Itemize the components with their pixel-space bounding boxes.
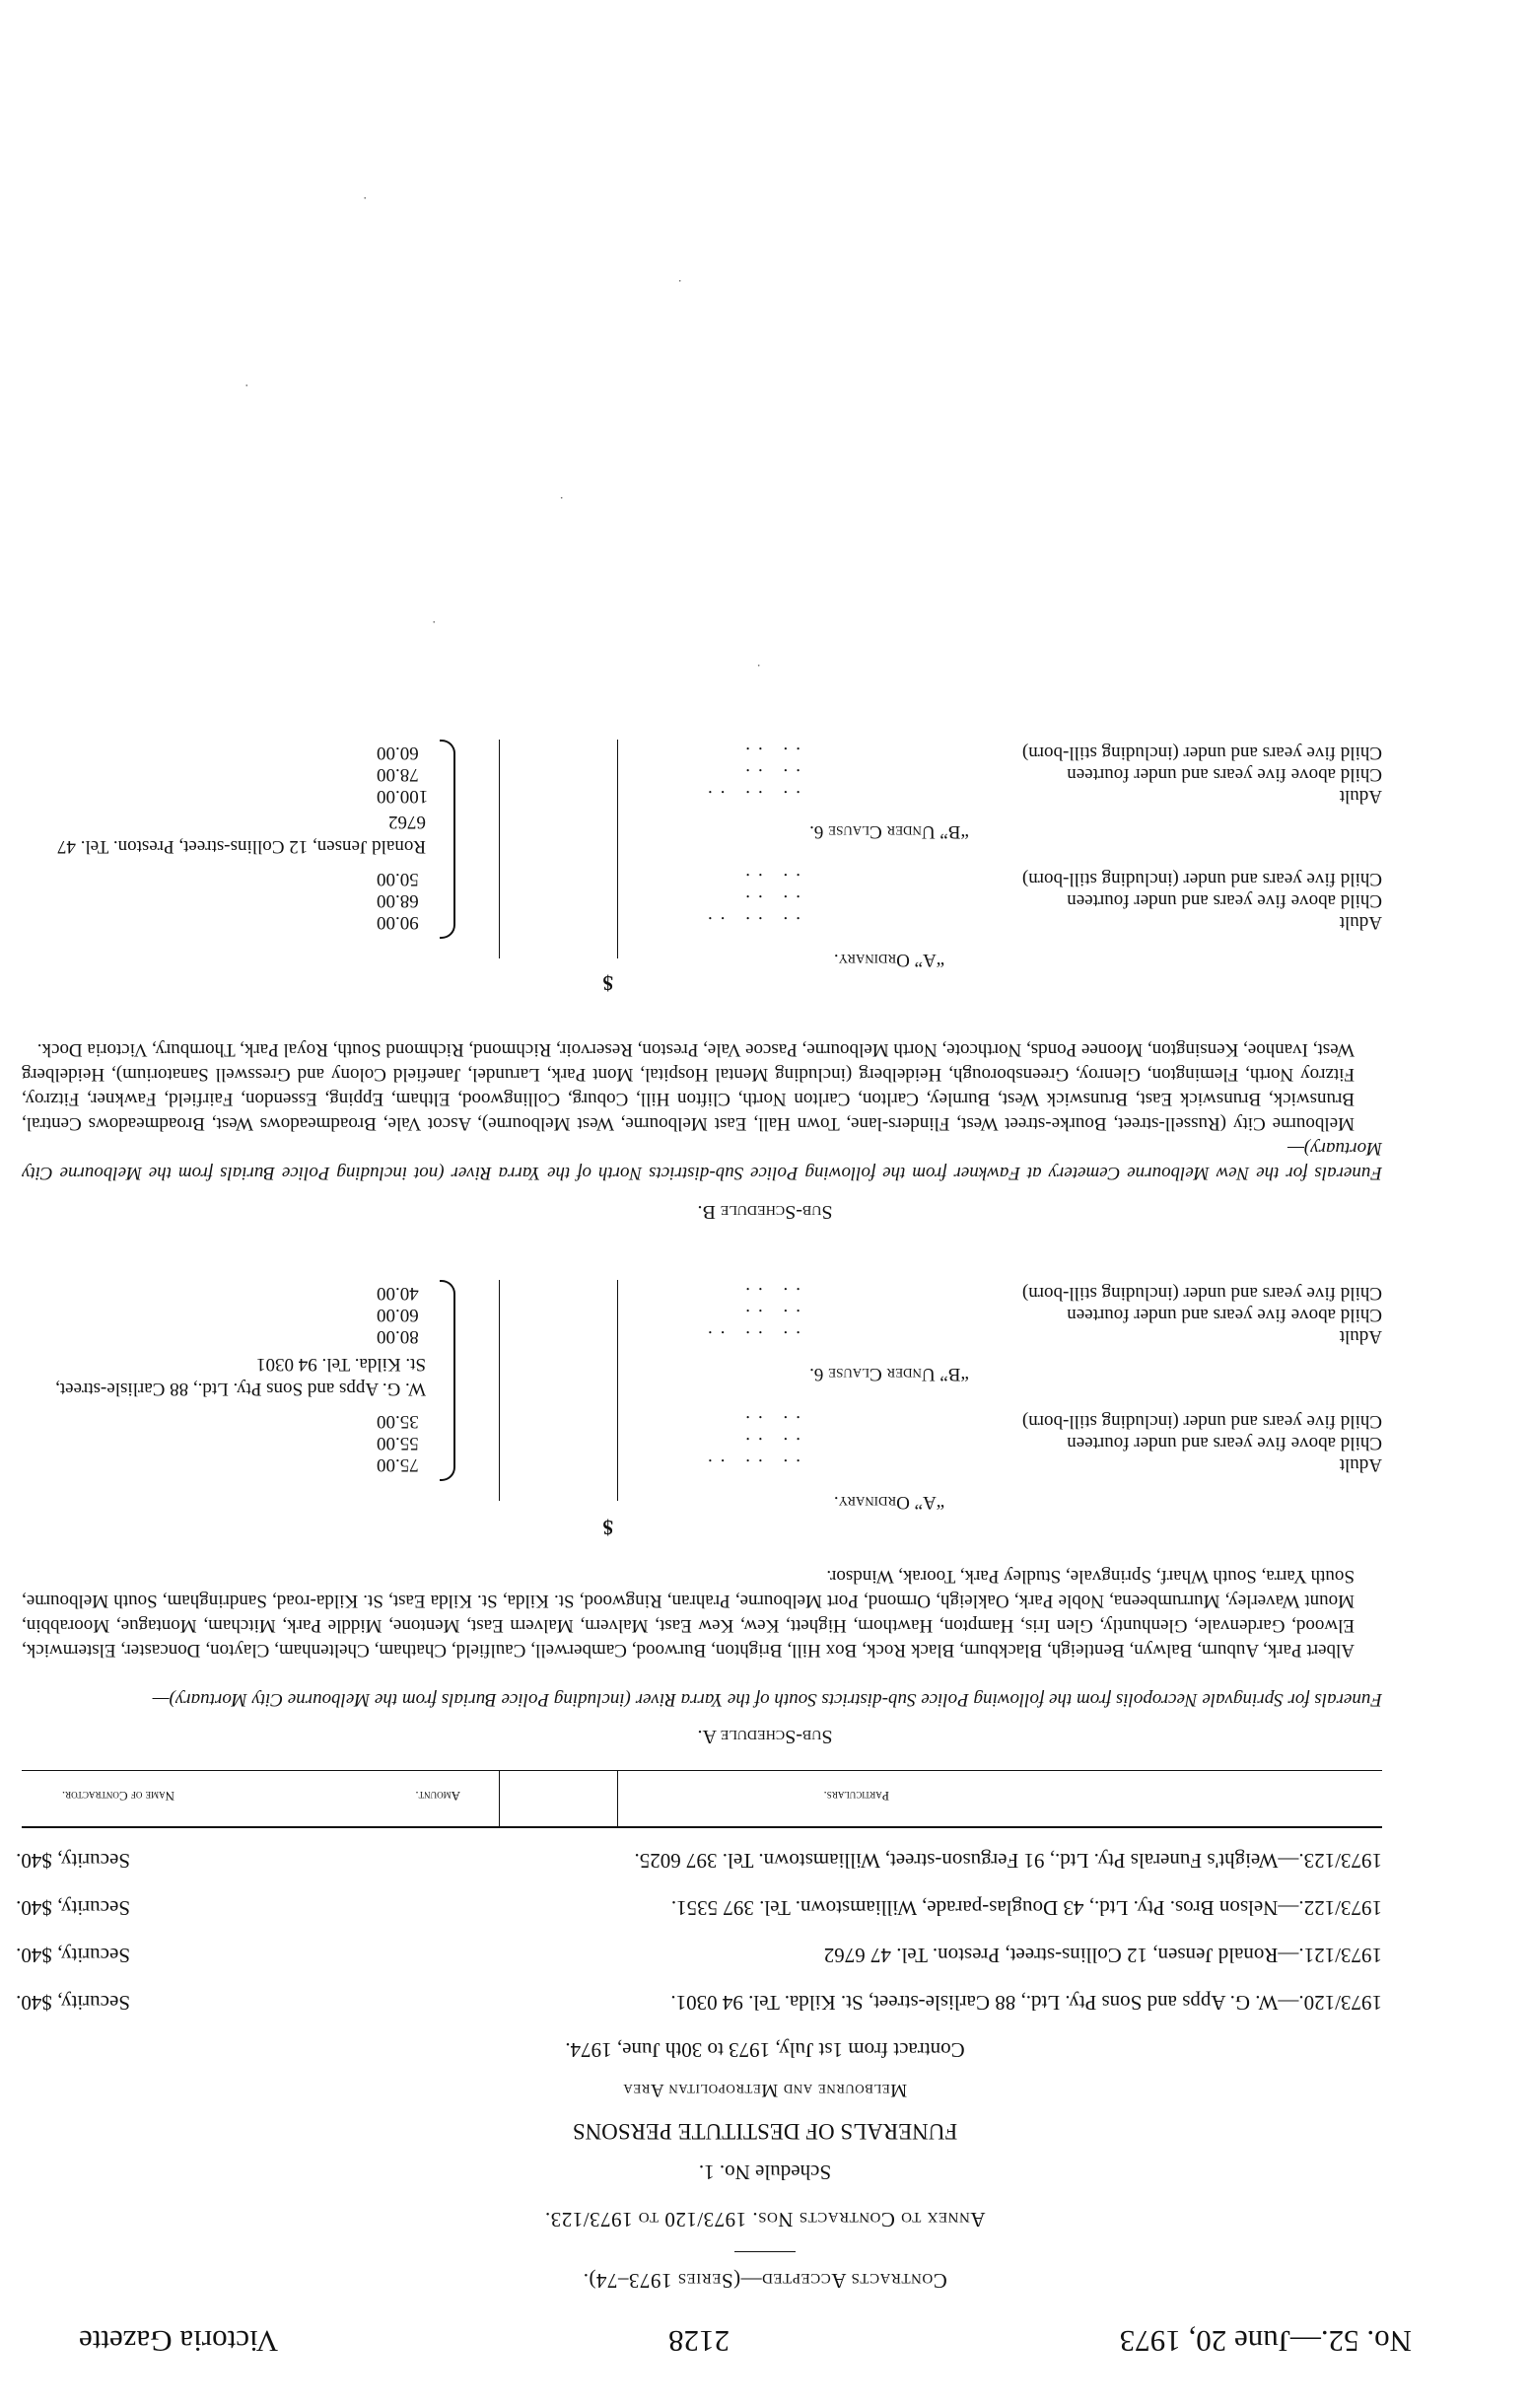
currency-symbol: $ — [602, 971, 613, 995]
column-divider — [499, 740, 500, 958]
contract-line: 1973/120.—W. G. Apps and Sons Pty. Ltd., 88 Carlisle-street, St. Kilda. Tel. 94 0301. Security, $40. — [16, 1991, 1382, 2015]
header-particulars: Particulars. — [823, 1789, 889, 1804]
gazette-page: No. 52.—June 20, 1973 2128 Victoria Gazette Contracts Accepted—(Series 1973–74). Annex to Contracts Nos. 1973/120 to 1973/123. Schedule No. 1. FUNERALS OF DESTITUTE PERSONS Melbourne and Metropolitan Area Contract from 1st July, 1973 to 30th June, 1974. 1973/120.—W. G. Apps and Sons Pty. Ltd., 88 Carlisle-street, St. Kilda. Tel. 94 0301. Security, $40. 1973/121.—Ronald Jensen, 12 Collins-street, Preston. Tel. 47 6762 Security, $40. 1973/122.—Nelson Bros. Pty. Ltd., 43 Douglas-parade, Williamstown. Tel. 397 5351. Security, $40. 1973/123.—Weight's Funerals Pty. Ltd., 91 Ferguson-street, Williamstown. Tel. 397 6025. Security, $40. Particulars. Amount. Name of Contractor. Sub-Schedule A. Funerals for Springvale Necropolis from the following Police Sub-districts South of the Yarra River (including Police Burials from the Melbourne City Mortuary)— Albert Park, Auburn, Balwyn, Bentleigh, Blackburn, Black Rock, Box Hill, Brighton, Burwood, Camberwell, Caulfield, Chatham, Cheltenham, Clayton, Doncaster, Elsternwick, Elwood, Gardenvale, Glenhuntly, Glen Iris, Hampton, Hawthorn, Highett, Kew, Kew East, Malvern, Malvern East, Mentone, Middle Park, Mitcham, Montague, Moorabbin, Mount Waverley, Murrumbeena, Noble Park, Oakleigh, Ormond, Port Melbourne, Prahran, Ringwood, St. Kilda, St. Kilda East, St. Kilda-road, Sandringham, South Melbourne, South Yarra, South Wharf, Springvale, Studley Park, Toorak, Windsor. $ “A” Ordinary. Adult .. .. .. 75.00 Child above five years and under fourteen .. .. 55.00 Child five years and under (including still-born) .. .. 35.00 “B” Under Clause 6. Adult .. .. .. 80.00 Child above five years and under fourteen .. .. 60.00 Child five years and under (including still-born) .. .. 40.00 W. G. Apps and Sons Pty. Ltd., 88 Carlisle-street, St. Kilda. Tel. 94 0301 Sub-Schedule B. Funerals for the New Melbourne Cemetery at Fawkner from the following Police Sub-districts North of the Yarra River (not including Police Burials from the Melbourne City Mortuary)— Melbourne City (Russell-street, Bourke-street West, Flinders-lane, Town Hall, East Melbourne, West Melbourne), Ascot Vale, Broadmeadows West, Broadmeadows Central, Brunswick, Brunswick East, Brunswick West, Burnley, Carlton, Carlton North, Clifton Hill, Coburg, Collingwood, Eltham, Epping, Essendon, Fairfield, Fawkner, Fitzroy, Fitzroy North, Flemington, Glenroy, Greensborough, Heidelberg (including Mental Hospital, Mont Park, Larundel, Janefield Colony and Gresswell Sanatorium), Heidelberg West, Ivanhoe, Kensington, Moonee Ponds, Northcote, North Melbourne, Pascoe Vale, Preston, Reservoir, Richmond, Richmond South, Royal Park, Thornbury, Victoria Dock. $ “A” Ordinary. Adult .. .. .. 90.00 Child above five years and under fourteen .. .. 68.00 Child five years and under (including still-born) .. .. 50.00 “B” Under Clause 6. Adult .. .. .. 100.00 Child above five years and under fourteen .. .. 78.00 Child five years and under (including still-born) .. .. 60.00 Ronald Jensen, 12 Collins-street, Preston. Tel. 47 6762 · . · . · . — [0, 0, 1530, 2408]
issue-date: No. 52.—June 20, 1973 — [1119, 2324, 1412, 2360]
contractor-brace — [440, 1280, 455, 1481]
table-row: Adult .. .. .. 80.00 — [377, 1326, 1382, 1347]
table-row: Adult .. .. .. 75.00 — [377, 1454, 1382, 1475]
contract-line: 1973/122.—Nelson Bros. Pty. Ltd., 43 Douglas-parade, Williamstown. Tel. 397 5351. Security, $40. — [16, 1896, 1382, 1920]
sub-schedule-b-contractor: Ronald Jensen, 12 Collins-street, Preston. Tel. 47 6762 — [56, 812, 426, 857]
column-divider — [499, 1771, 500, 1828]
clause-six-heading: “B” Under Clause 6. — [809, 821, 969, 842]
divider — [734, 2251, 796, 2252]
schedule-title: Schedule No. 1. — [698, 2160, 832, 2184]
column-divider — [499, 1280, 500, 1501]
table-top-rule — [22, 1826, 1382, 1828]
page-header — [79, 2321, 1412, 2361]
table-row: Child above five years and under fourteen .. .. 55.00 — [377, 1433, 1382, 1453]
table-row: Child five years and under (including still-born) .. .. 50.00 — [377, 869, 1382, 889]
column-divider — [617, 740, 618, 958]
ordinary-heading: “A” Ordinary. — [833, 950, 945, 970]
column-divider — [617, 1771, 618, 1828]
table-row: Child five years and under (including still-born) .. .. 60.00 — [377, 743, 1382, 763]
sub-schedule-a-contractor: W. G. Apps and Sons Pty. Ltd., 88 Carlisle-street, St. Kilda. Tel. 94 0301 — [55, 1354, 426, 1399]
sub-schedule-b-districts: Melbourne City (Russell-street, Bourke-street West, Flinders-lane, Town Hall, East Melbourne, West Melbourne), Ascot Vale, Broadmeadows West, Broadmeadows Central, Brunswick, Brunswick East, Brunswick West, Burnley, Carlton, Carlton North, Clifton Hill, Coburg, Collingwood, Eltham, Epping, Essendon, Fairfield, Fawkner, Fitzroy, Fitzroy North, Flemington, Glenroy, Greensborough, Heidelberg (including Mental Hospital, Mont Park, Larundel, Janefield Colony and Gresswell Sanatorium), Heidelberg West, Ivanhoe, Kensington, Moonee Ponds, Northcote, North Melbourne, Pascoe Vale, Preston, Reservoir, Richmond, Richmond South, Royal Park, Thornbury, Victoria Dock. — [22, 1038, 1355, 1134]
ordinary-heading: “A” Ordinary. — [833, 1492, 945, 1513]
sub-schedule-b-title: Sub-Schedule B. — [697, 1201, 833, 1223]
area-title: Melbourne and Metropolitan Area — [622, 2080, 908, 2100]
table-row: Child above five years and under fourteen .. .. 68.00 — [377, 890, 1382, 911]
header-contractor: Name of Contractor. — [61, 1789, 174, 1804]
table-header-rule — [22, 1770, 1382, 1771]
table-row: Adult .. .. .. 90.00 — [377, 912, 1382, 933]
table-header — [22, 1771, 1382, 1826]
contract-line: 1973/123.—Weight's Funerals Pty. Ltd., 91 Ferguson-street, Williamstown. Tel. 397 6025. Security, $40. — [16, 1849, 1382, 1873]
table-row: Child above five years and under fourteen .. .. 60.00 — [377, 1305, 1382, 1325]
table-row: Child above five years and under fourteen .. .. 78.00 — [377, 764, 1382, 785]
contract-period: Contract from 1st July, 1973 to 30th June, 1974. — [565, 2038, 965, 2062]
sub-schedule-b-intro: Funerals for the New Melbourne Cemetery at Fawkner from the following Police Sub-districts North of the Yarra River (not including Police Burials from the Melbourne City Mortuary)— — [22, 1137, 1382, 1183]
publication-title: Victoria Gazette — [79, 2324, 279, 2360]
table-row: Adult .. .. .. 100.00 — [377, 786, 1382, 807]
funerals-title: FUNERALS OF DESTITUTE PERSONS — [572, 2119, 958, 2144]
contractor-brace — [440, 740, 455, 939]
page-number: 2128 — [667, 2324, 730, 2360]
sub-schedule-a-districts: Albert Park, Auburn, Balwyn, Bentleigh, Blackburn, Black Rock, Box Hill, Brighton, Burwood, Camberwell, Caulfield, Chatham, Cheltenham, Clayton, Doncaster, Elsternwick, Elwood, Gardenvale, Glenhuntly, Glen Iris, Hampton, Hawthorn, Highett, Kew, Kew East, Malvern, Malvern East, Mentone, Middle Park, Mitcham, Montague, Moorabbin, Mount Waverley, Murrumbeena, Noble Park, Oakleigh, Ormond, Port Melbourne, Prahran, Ringwood, St. Kilda, St. Kilda East, St. Kilda-road, Sandringham, South Melbourne, South Yarra, South Wharf, Springvale, Studley Park, Toorak, Windsor. — [22, 1565, 1355, 1661]
annex-title: Annex to Contracts Nos. 1973/120 to 1973/123. — [544, 2208, 986, 2231]
column-divider — [617, 1280, 618, 1501]
sub-schedule-a-title: Sub-Schedule A. — [697, 1726, 833, 1747]
section-title: Contracts Accepted—(Series 1973–74). — [583, 2269, 947, 2293]
clause-six-heading: “B” Under Clause 6. — [809, 1364, 969, 1384]
table-row: Child five years and under (including still-born) .. .. 35.00 — [377, 1411, 1382, 1432]
header-amount: Amount. — [415, 1789, 460, 1804]
contract-line: 1973/121.—Ronald Jensen, 12 Collins-street, Preston. Tel. 47 6762 Security, $40. — [16, 1944, 1382, 1967]
sub-schedule-a-intro: Funerals for Springvale Necropolis from the following Police Sub-districts South of the Yarra River (including Police Burials from the Melbourne City Mortuary)— — [152, 1689, 1382, 1710]
currency-symbol: $ — [602, 1516, 613, 1539]
table-row: Child five years and under (including still-born) .. .. 40.00 — [377, 1283, 1382, 1304]
